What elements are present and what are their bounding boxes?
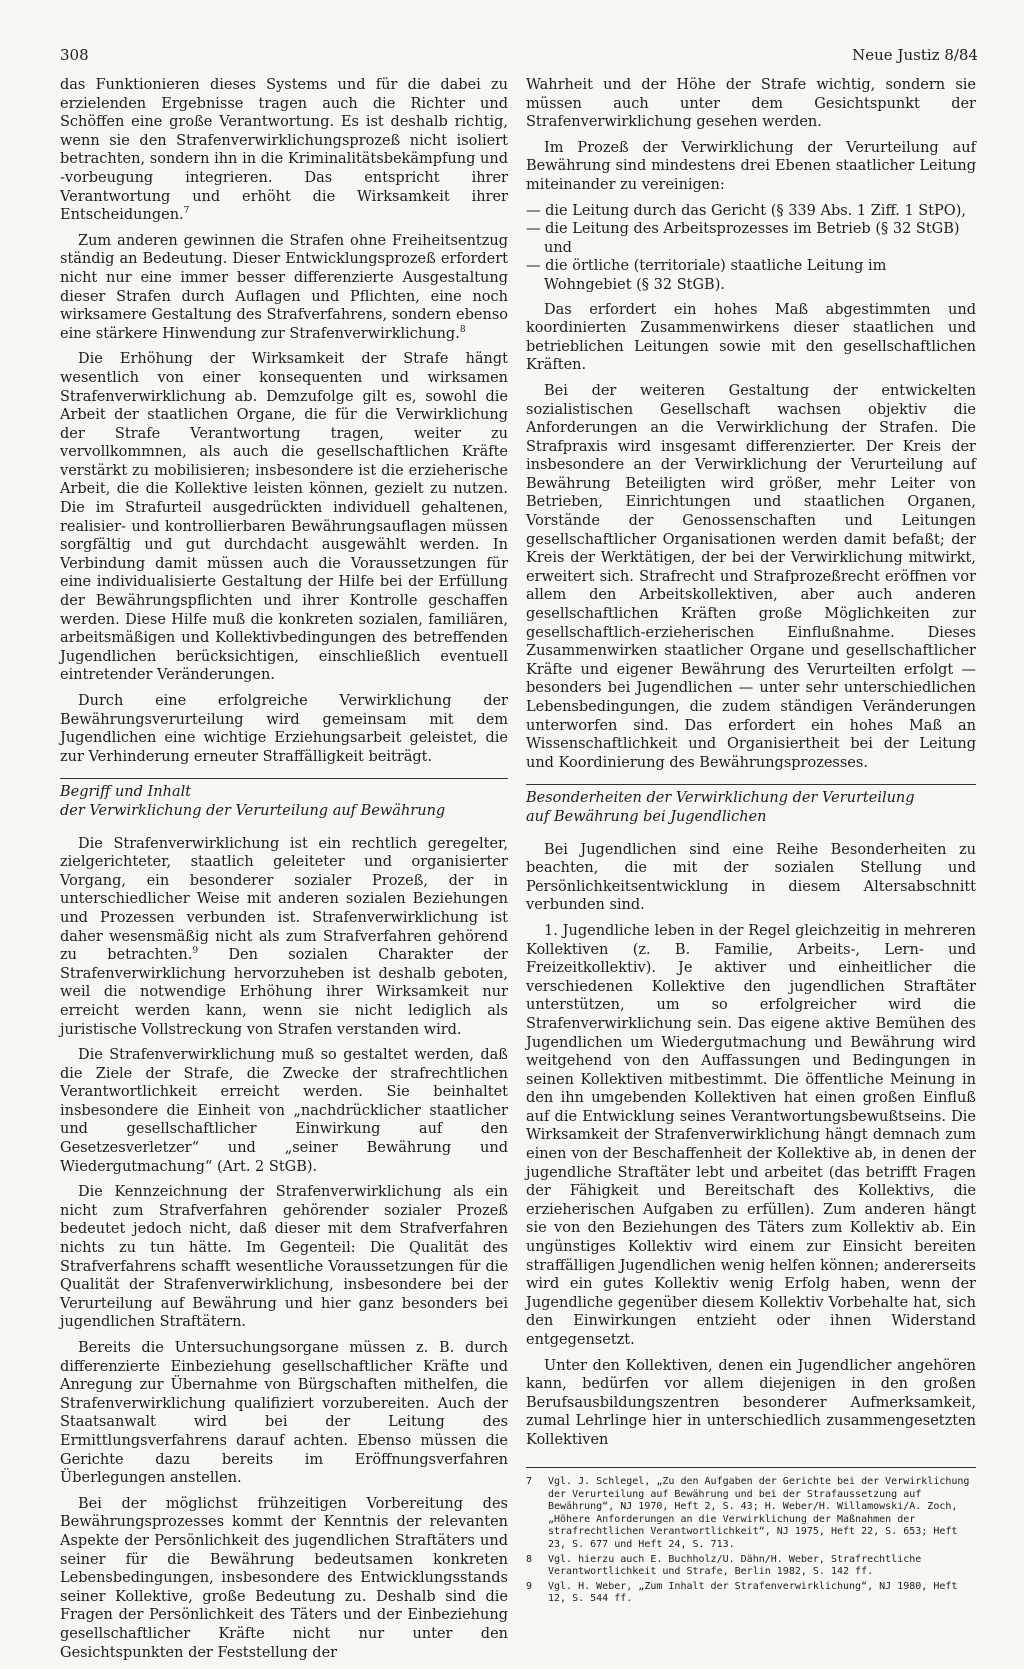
footnote-text: Vgl. J. Schlegel, „Zu den Aufgaben der Gerichte bei der Verwirklichung der Verurteilung auf Bewährung und bei der Strafaussetzung auf Bewährung“, NJ 1970, Heft 2, S. 43; H. Weber/H. Willamowski/A. Zoch, „Höhere Anforderungen an die Verwirklichung der Maßnahmen der strafrechtlichen Verantwortlichkeit“, NJ 1975, Heft 22, S. 653; Heft 23, S. 677 und Heft 24, S. 713. bbox=[548, 1476, 970, 1550]
paragraph: Unter den Kollektiven, denen ein Jugendlicher angehören kann, bedürfen vor allem diejenigen in den großen Berufsausbildungszentren besonderer Aufmerksamkeit, zumal Lehrlinge hier in unterschiedlich zusammengesetzten Kollektiven bbox=[526, 1357, 976, 1448]
footnotes bbox=[526, 1467, 976, 1608]
paragraph: Bei der weiteren Gestaltung der entwickelten sozialistischen Gesellschaft wachsen objektiv die Anforderungen an die Verwirklichung der Strafen. Die Strafpraxis wird insgesamt differenzierter. Der Kreis der insbesondere an der Verwirklichung der Verurteilung auf Bewährung Beteiligten wird größer, mehr Leiter von Betrieben, Einrichtungen und staatlichen Organen, Vorstände der Genossenschaften und Leitungen gesellschaftlicher Organisationen werden damit befaßt; der Kreis der Werktätigen, der bei der Verwirklichung mitwirkt, erweitert sich. Strafrecht und Strafprozeßrecht eröffnen vor allem den Arbeitskollektiven, aber auch anderen gesellschaftlichen Kräften große Möglichkeiten zur gesellschaftlich-erzieherischen Einflußnahme. Dieses Zusammenwirken staatlicher Organe und gesellschaftlicher Kräfte und eigener Bewährung des Verurteilten erfolgt — besonders bei Jugendlichen — unter sehr unterschiedlichen Lebensbedingungen, die zudem ständigen Veränderungen unterworfen sind. Das erfordert ein hohes Maß an Wissenschaftlichkeit und Organisiertheit bei der Leitung und Koordinierung des Bewährungsprozesses. bbox=[526, 382, 976, 771]
right-column bbox=[526, 76, 976, 1457]
section-heading-line: Besonderheiten der Verwirklichung der Verurteilung bbox=[526, 790, 915, 807]
footnote bbox=[526, 1581, 976, 1606]
page-header bbox=[60, 46, 978, 68]
leadership-levels-list bbox=[526, 202, 976, 295]
footnote-number: 7 bbox=[526, 1476, 533, 1487]
paragraph: 1. Jugendliche leben in der Regel gleichzeitig in mehreren Kollektiven (z. B. Familie, Arbeits-, Lern- und Freizeitkollektiv). Je aktiver und einheitlicher die verschiedenen Kollektive den jugendlichen Straftäter unterstützen, um so erfolgreicher wird die Strafenverwirklichung sein. Das eigene aktive Bemühen des Jugendlichen um Wiedergutmachung und Bewährung wird weitgehend von den Auffassungen und Bedingungen in seinen Kollektiven mitbestimmt. Die öffentliche Meinung in den ihn umgebenden Kollektiven hat einen großen Einfluß auf die Entwicklung seines Verantwortungsbewußtseins. Die Wirksamkeit der Strafenverwirklichung hängt demnach zum einen von der Beschaffenheit der Kollektive ab, in denen der jugendliche Straftäter lebt und arbeitet (das betrifft Fragen der Fähigkeit und Bereitschaft des Kollektivs, die erzieherischen Aufgaben zu erfüllen). Zum anderen hängt sie von den Beziehungen des Täters zum Kollektiv ab. Ein ungünstiges Kollektiv wird einem zur Einsicht bereiten straffälligen Jugendlichen wenig helfen können; andererseits wird ein gutes Kollektiv wenig Erfolg haben, wenn der Jugendliche gegenüber diesem Kollektiv Vorbehalte hat, sich den Einwirkungen entzieht oder ihnen Widerstand entgegensetzt. bbox=[526, 922, 976, 1348]
footnote-ref: 9 bbox=[192, 946, 199, 957]
paragraph-text: Die Strafenverwirklichung ist ein rechtlich geregelter, zielgerichteter, staatlich geleiteter und organisierter Vorgang, ein besonderer sozialer Prozeß, der in unterschiedlicher Weise mit anderen sozialen Beziehungen und Prozessen verbunden ist. Strafenverwirklichung ist daher wesensmäßig nicht als zum Strafverfahren gehörend zu betrachten. bbox=[60, 835, 508, 964]
footnote bbox=[526, 1476, 976, 1552]
paragraph: Bei Jugendlichen sind eine Reihe Besonderheiten zu beachten, die mit der sozialen Stellung und Persönlichkeitsentwicklung in diesem Altersabschnitt verbunden sind. bbox=[526, 841, 976, 914]
journal-issue: Neue Justiz 8/84 bbox=[852, 46, 978, 64]
paragraph bbox=[60, 232, 508, 344]
paragraph: Bei der möglichst frühzeitigen Vorbereitung des Bewährungsprozesses kommt der Kenntnis der relevanten Aspekte der Persönlichkeit des jugendlichen Straftäters und seiner für die Bewährung bedeutsamen konkreten Lebensbedingungen, insbesondere des Entwicklungsstands seiner Kollektive, große Bedeutung zu. Deshalb sind die Fragen der Persönlichkeit des Täters und der Einbeziehung gesellschaftlicher Kräfte nicht nur unter den Gesichtspunkten der Feststellung der bbox=[60, 1495, 508, 1661]
paragraph: Wahrheit und der Höhe der Strafe wichtig, sondern sie müssen auch unter dem Gesichtspunkt der Strafenverwirklichung gesehen werden. bbox=[526, 77, 976, 131]
section-heading-line: Begriff und Inhalt bbox=[60, 784, 192, 801]
footnote-number: 9 bbox=[526, 1580, 533, 1592]
page-number: 308 bbox=[60, 46, 89, 64]
paragraph: Die Kennzeichnung der Strafenverwirklichung als ein nicht zum Strafverfahren gehörender sozialer Prozeß bedeutet jedoch nicht, daß dieser mit dem Strafverfahren nichts zu tun hätte. Im Gegenteil: Die Qualität des Strafverfahrens schafft wesentliche Voraussetzungen für die Qualität der Strafenverwirklichung, insbesondere bei der Verurteilung auf Bewährung und hier ganz besonders bei jugendlichen Straftätern. bbox=[60, 1184, 508, 1331]
footnote-text: Vgl. hierzu auch E. Buchholz/U. Dähn/H. Weber, Strafrechtliche Verantwortlichkeit und Strafe, Berlin 1982, S. 142 ff. bbox=[548, 1553, 922, 1578]
section-heading-line: auf Bewährung bei Jugendlichen bbox=[526, 808, 767, 825]
footnote-number: 8 bbox=[526, 1553, 533, 1565]
footnote bbox=[526, 1554, 976, 1579]
list-item: — die Leitung durch das Gericht (§ 339 Abs. 1 Ziff. 1 StPO), bbox=[526, 202, 976, 221]
paragraph: Bereits die Untersuchungsorgane müssen z. B. durch differenzierte Einbeziehung gesellschaftlicher Kräfte und Anregung zur Übernahme von Bürgschaften mithelfen, die Strafenverwirklichung qualifiziert vorzubereiten. Auch der Staatsanwalt wird bei der Leitung des Ermittlungsverfahrens darauf achten. Ebenso müssen die Gerichte dazu bereits im Eröffnungsverfahren Überlegungen anstellen. bbox=[60, 1340, 508, 1487]
paragraph: Die Strafenverwirklichung muß so gestaltet werden, daß die Ziele der Strafe, die Zwecke der strafrechtlichen Verantwortlichkeit erreicht werden. Sie beinhaltet insbesondere die Einheit von „nachdrücklicher staatlicher und gesellschaftlicher Einwirkung auf den Gesetzesverletzer“ und „seiner Bewährung und Wiedergutmachung“ (Art. 2 StGB). bbox=[60, 1047, 508, 1175]
footnote-ref: 7 bbox=[183, 206, 190, 217]
paragraph-text: Den sozialen Charakter der Strafenverwirklichung hervorzuheben ist deshalb geboten, weil die notwendige Erhöhung ihrer Wirksamkeit nur erreicht werden kann, wenn sie nicht lediglich als juristische Vollstreckung von Strafen verstanden wird. bbox=[60, 947, 508, 1038]
paragraph-text: das Funktionieren dieses Systems und für die dabei zu erzielenden Ergebnisse tragen auch die Richter und Schöffen eine große Verantwortung. Es ist deshalb richtig, wenn sie den Strafenverwirklichungsprozeß nicht isoliert betrachten, sondern ihn in die Kriminalitätsbekämpfung und -vorbeugung integrieren. Das entspricht ihrer Verantwortung und erhöht die Wirksamkeit ihrer Entscheidungen. bbox=[60, 77, 508, 224]
section-heading bbox=[60, 778, 508, 820]
paragraph: Die Erhöhung der Wirksamkeit der Strafe hängt wesentlich von einer konsequenten und wirksamen Strafenverwirklichung ab. Demzufolge gilt es, sowohl die Arbeit der staatlichen Organe, die für die Verwirklichung der Strafe Verantwortung tragen, weiter zu vervollkommnen, als auch die gesellschaftlichen Kräfte verstärkt zu mobilisieren; insbesondere ist die erzieherische Arbeit, die die Kollektive leisten können, gezielt zu nutzen. Die im Strafurteil ausgedrückten individuell gehaltenen, realisier- und kontrollierbaren Bewährungsauflagen müssen sorgfältig und gut durchdacht ausgewählt werden. In Verbindung damit müssen auch die Voraussetzungen für eine individualisierte Gestaltung der Hilfe bei der Erfüllung der Bewährungspflichten und ihrer Kontrolle geschaffen werden. Diese Hilfe muß die konkreten sozialen, familiären, arbeitsmäßigen und Kollektivbedingungen des betreffenden Jugendlichen berücksichtigen, einschließlich eventuell eintretender Veränderungen. bbox=[60, 351, 508, 684]
paragraph bbox=[60, 76, 508, 225]
paragraph: Das erfordert ein hohes Maß abgestimmten und koordinierten Zusammenwirkens dieser staatlichen und betrieblichen Leitungen sowie mit den gesellschaftlichen Kräften. bbox=[526, 301, 976, 374]
section-heading bbox=[526, 784, 976, 826]
left-column bbox=[60, 76, 508, 1669]
footnote-text: Vgl. H. Weber, „Zum Inhalt der Strafenverwirklichung“, NJ 1980, Heft 12, S. 544 ff. bbox=[548, 1580, 958, 1605]
list-item: — die Leitung des Arbeitsprozesses im Betrieb (§ 32 StGB) und bbox=[526, 220, 976, 257]
section-heading-line: der Verwirklichung der Verurteilung auf Bewährung bbox=[60, 802, 446, 819]
paragraph: Durch eine erfolgreiche Verwirklichung der Bewährungsverurteilung wird gemeinsam mit dem Jugendlichen eine wichtige Erziehungsarbeit geleistet, die zur Verhinderung erneuter Straffälligkeit beiträgt. bbox=[60, 693, 508, 765]
list-item: — die örtliche (territoriale) staatliche Leitung im Wohngebiet (§ 32 StGB). bbox=[526, 257, 976, 294]
footnote-ref: 8 bbox=[459, 324, 466, 335]
paragraph-text: Zum anderen gewinnen die Strafen ohne Freiheitsentzug ständig an Bedeutung. Dieser Entwicklungsprozeß erfordert nicht nur eine immer besser differenzierte Ausgestaltung dieser Strafen durch Auflagen und Pflichten, eine noch wirksamere Gestaltung des Strafverfahrens, sondern ebenso eine stärkere Hinwendung zur Strafenverwirklichung. bbox=[60, 232, 508, 342]
paragraph bbox=[60, 835, 508, 1040]
paragraph: Im Prozeß der Verwirklichung der Verurteilung auf Bewährung sind mindestens drei Ebenen staatlicher Leitung miteinander zu vereinigen: bbox=[526, 139, 976, 193]
